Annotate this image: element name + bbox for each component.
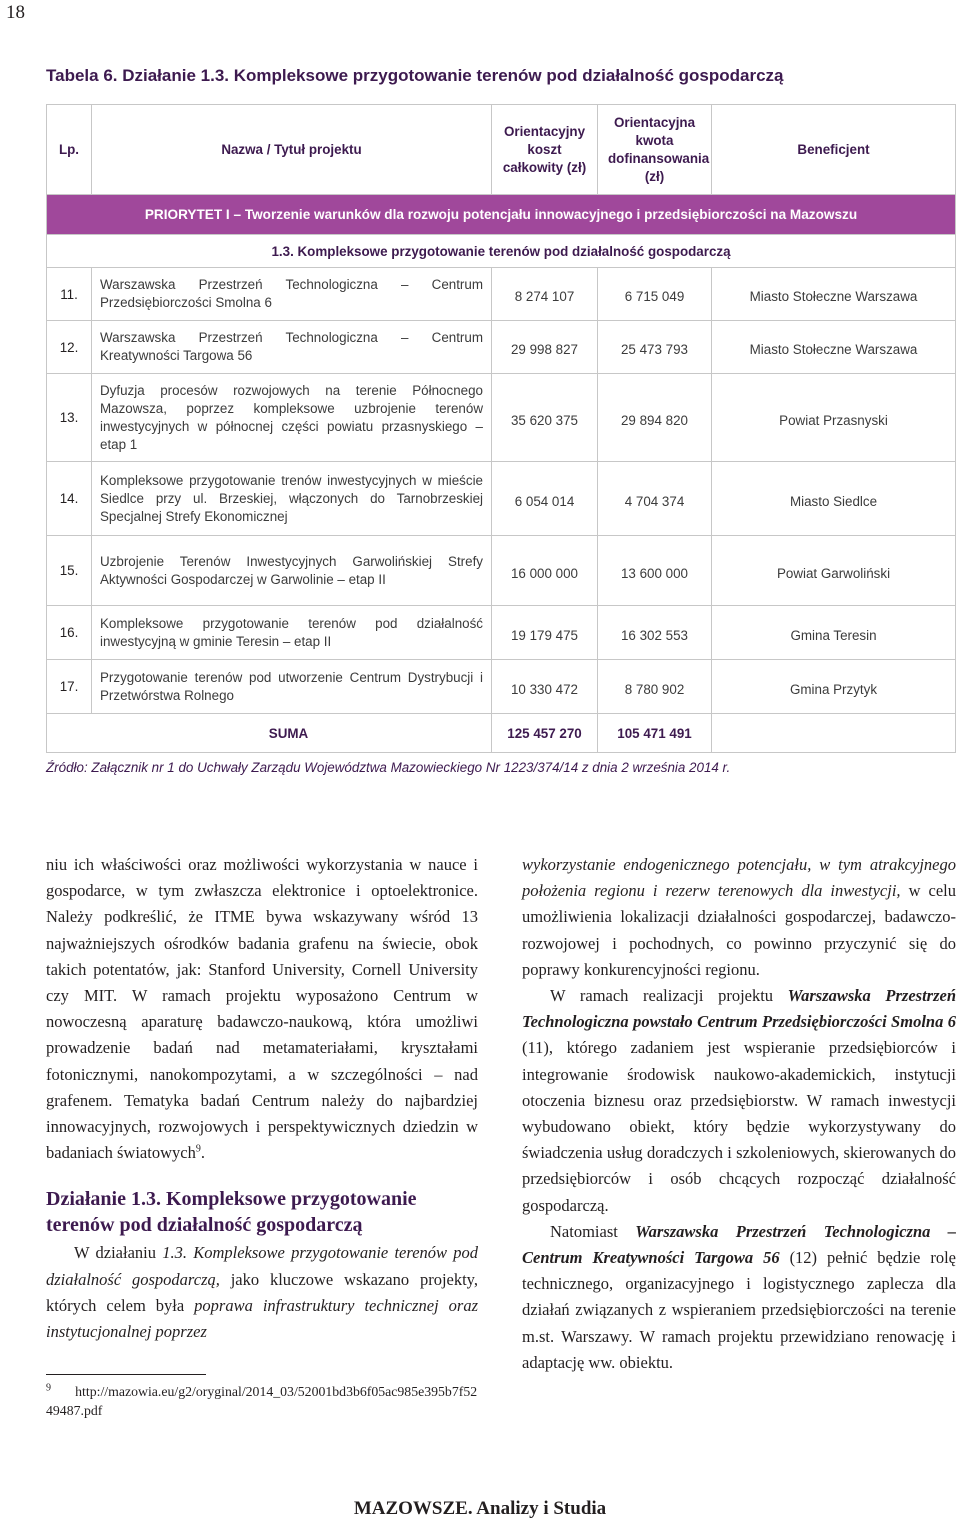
row-cofin: 8 780 902 [598, 660, 712, 714]
left-paragraph-1-end: . [200, 1143, 205, 1163]
footnote-number: 9 [46, 1382, 51, 1394]
right-paragraph-1 [522, 852, 956, 983]
left-paragraph-2-d: poprawa infrastruktury technicznej oraz instytucjonalnej poprzez [46, 1295, 479, 1342]
row-cofin: 13 600 000 [598, 536, 712, 606]
table-source: Źródło: Załącznik nr 1 do Uchwały Zarządu Województwa Mazowieckiego Nr 1223/374/14 z dnia 2 września 2014 r. [46, 760, 731, 775]
right-paragraph-1-italic: wykorzystanie endogenicznego potencjału, w tym atrakcyjnego położenia regionu i rezerw terenowych dla inwestycji, [522, 855, 956, 901]
row-name: Warszawska Przestrzeń Technologiczna – Centrum Przedsiębiorczości Smolna 6 [92, 268, 492, 321]
row-beneficiary: Powiat Przasnyski [712, 374, 956, 462]
left-column [46, 852, 478, 1345]
row-cost: 35 620 375 [492, 374, 598, 462]
header-name: Nazwa / Tytuł projektu [92, 105, 492, 195]
row-lp: 13. [47, 374, 92, 462]
row-name: Warszawska Przestrzeń Technologiczna – Centrum Kreatywności Targowa 56 [92, 321, 492, 374]
row-cofin: 6 715 049 [598, 268, 712, 321]
page-number: 18 [6, 2, 25, 23]
table-row [47, 462, 956, 536]
row-cofin: 25 473 793 [598, 321, 712, 374]
header-beneficiary: Beneficjent [712, 105, 956, 195]
footnote [46, 1382, 478, 1420]
table-row [47, 536, 956, 606]
table-title: Tabela 6. Działanie 1.3. Kompleksowe przygotowanie terenów pod działalność gospodarczą [46, 66, 784, 85]
projects-table [46, 104, 956, 753]
row-beneficiary: Miasto Stołeczne Warszawa [712, 321, 956, 374]
footnote-ref: 9 [195, 1143, 201, 1155]
row-cost: 16 000 000 [492, 536, 598, 606]
right-paragraph-3-a: Natomiast [550, 1221, 636, 1241]
right-paragraph-3-b: Warszawska Przestrzeń Technologiczna – Centrum Kreatywności Targowa 56 [522, 1221, 956, 1268]
header-cost: Orientacyjny koszt całkowity (zł) [492, 105, 598, 195]
right-column [522, 852, 956, 1376]
sum-cost: 125 457 270 [492, 714, 598, 753]
left-paragraph-2-c: jako kluczowe wskazano projekty, których celem była [46, 1269, 478, 1315]
row-lp: 16. [47, 606, 92, 660]
sum-label: SUMA [47, 714, 492, 753]
row-cofin: 29 894 820 [598, 374, 712, 462]
header-cofin: Orientacyjna kwota dofinansowania (zł) [598, 105, 712, 195]
section-heading: Działanie 1.3. Kompleksowe przygotowanie terenów pod działalność gospodarczą [46, 1188, 417, 1237]
sum-row [47, 714, 956, 753]
row-beneficiary: Powiat Garwoliński [712, 536, 956, 606]
table-row [47, 606, 956, 660]
subpriority-row [47, 235, 956, 268]
row-cost: 6 054 014 [492, 462, 598, 536]
row-cost: 29 998 827 [492, 321, 598, 374]
row-lp: 12. [47, 321, 92, 374]
sum-empty [712, 714, 956, 753]
row-name: Kompleksowe przygotowanie trenów inwestycyjnych w mieście Siedlce przy ul. Brzeskiej, włączonych do Tarnobrzeskiej Specjalnej Strefy Ekonomicznej [92, 462, 492, 536]
row-name: Dyfuzja procesów rozwojowych na terenie Północnego Mazowsza, poprzez kompleksowe uzbrojenie terenów inwestycyjnych w północnej części powiatu przasnyskiego – etap 1 [92, 374, 492, 462]
right-paragraph-2-a: W ramach realizacji projektu [550, 986, 788, 1006]
table-row [47, 660, 956, 714]
row-lp: 11. [47, 268, 92, 321]
subpriority-label: 1.3. Kompleksowe przygotowanie terenów pod działalność gospodarczą [47, 235, 956, 268]
right-paragraph-2-b: Warszawska Przestrzeń Technologiczna powstało Centrum Przedsiębiorczości Smolna 6 [522, 986, 957, 1032]
table-header-row [47, 105, 956, 195]
row-cost: 19 179 475 [492, 606, 598, 660]
footnote-divider [46, 1374, 206, 1375]
left-paragraph-2-a: W działaniu [74, 1243, 163, 1263]
right-paragraph-3 [522, 1219, 956, 1376]
right-paragraph-2 [522, 983, 956, 1219]
row-cost: 10 330 472 [492, 660, 598, 714]
right-paragraph-3-c: (12) pełnić będzie rolę technicznego, organizacyjnego i logistycznego zaplecza dla działań związanych z wspieraniem przedsiębiorczości na terenie m.st. Warszawy. W ramach projektu przewidziano renowację i adaptację ww. obiektu. [522, 1248, 956, 1372]
priority-row [47, 195, 956, 235]
right-paragraph-1-text: w celu umożliwienia lokalizacji działalności gospodarczej, badawczo-rozwojowej i pochodnych, co powinno przyczynić się do poprawy konkurencyjności regionu. [522, 881, 956, 979]
row-name: Przygotowanie terenów pod utworzenie Centrum Dystrybucji i Przetwórstwa Rolnego [92, 660, 492, 714]
row-beneficiary: Gmina Przytyk [712, 660, 956, 714]
row-name: Uzbrojenie Terenów Inwestycyjnych Garwolińskiej Strefy Aktywności Gospodarczej w Garwolinie – etap II [92, 536, 492, 606]
row-lp: 15. [47, 536, 92, 606]
left-paragraph-2-b: 1.3. Kompleksowe przygotowanie terenów pod działalność gospodarczą, [46, 1243, 478, 1289]
row-beneficiary: Miasto Siedlce [712, 462, 956, 536]
row-beneficiary: Miasto Stołeczne Warszawa [712, 268, 956, 321]
sum-cofin: 105 471 491 [598, 714, 712, 753]
right-paragraph-2-c: (11), którego zadaniem jest wspieranie przedsiębiorców i integrowanie środowisk naukowo-akademickich, instytucji otoczenia biznesu oraz przedsiębiorstw. W ramach inwestycji wybudowano obiekt, który będzie wykorzystywany do świadczenia usług doradczych i szkoleniowych, skierowanych do przedsiębiorców i osób chcących rozpocząć działalność gospodarczą. [522, 1038, 956, 1215]
table-row [47, 321, 956, 374]
table-row [47, 374, 956, 462]
row-cost: 8 274 107 [492, 268, 598, 321]
left-paragraph-1-text: niu ich właściwości oraz możliwości wykorzystania w nauce i gospodarce, w tym zwłaszcza elektronice i optoelektronice. Należy podkreślić, że ITME bywa wskazywany wśród 13 najważniejszych ośrodków badania grafenu na świecie, obok takich potentatów, jak: Stanford University, Cornell University czy MIT. W ramach projektu wyposażono Centrum w nowoczesną aparaturę badawczo-naukową, która umożliwi prowadzenie badań nad metamateriałami, kryształami fotonicznymi, nanokompozytami, a w szczególności – nad grafenem. Tematyka badań Centrum należy do najbardziej innowacyjnych, rozwojowych i perspektywicznych dziedzin w badaniach światowych [46, 855, 478, 1163]
row-beneficiary: Gmina Teresin [712, 606, 956, 660]
row-name: Kompleksowe przygotowanie terenów pod działalność inwestycyjną w gminie Teresin – etap II [92, 606, 492, 660]
row-cofin: 4 704 374 [598, 462, 712, 536]
left-paragraph-2 [46, 1240, 478, 1345]
footnote-link[interactable]: http://mazowia.eu/g2/oryginal/2014_03/52001bd3b6f05ac985e395b7f5249487.pdf [46, 1384, 478, 1418]
table-row [47, 268, 956, 321]
header-lp: Lp. [47, 105, 92, 195]
row-lp: 14. [47, 462, 92, 536]
row-lp: 17. [47, 660, 92, 714]
left-paragraph-1 [46, 852, 478, 1166]
priority-label: PRIORYTET I – Tworzenie warunków dla rozwoju potencjału innowacyjnego i przedsiębiorczości na Mazowszu [47, 195, 956, 235]
row-cofin: 16 302 553 [598, 606, 712, 660]
page-footer: MAZOWSZE. Analizy i Studia [353, 1498, 607, 1519]
